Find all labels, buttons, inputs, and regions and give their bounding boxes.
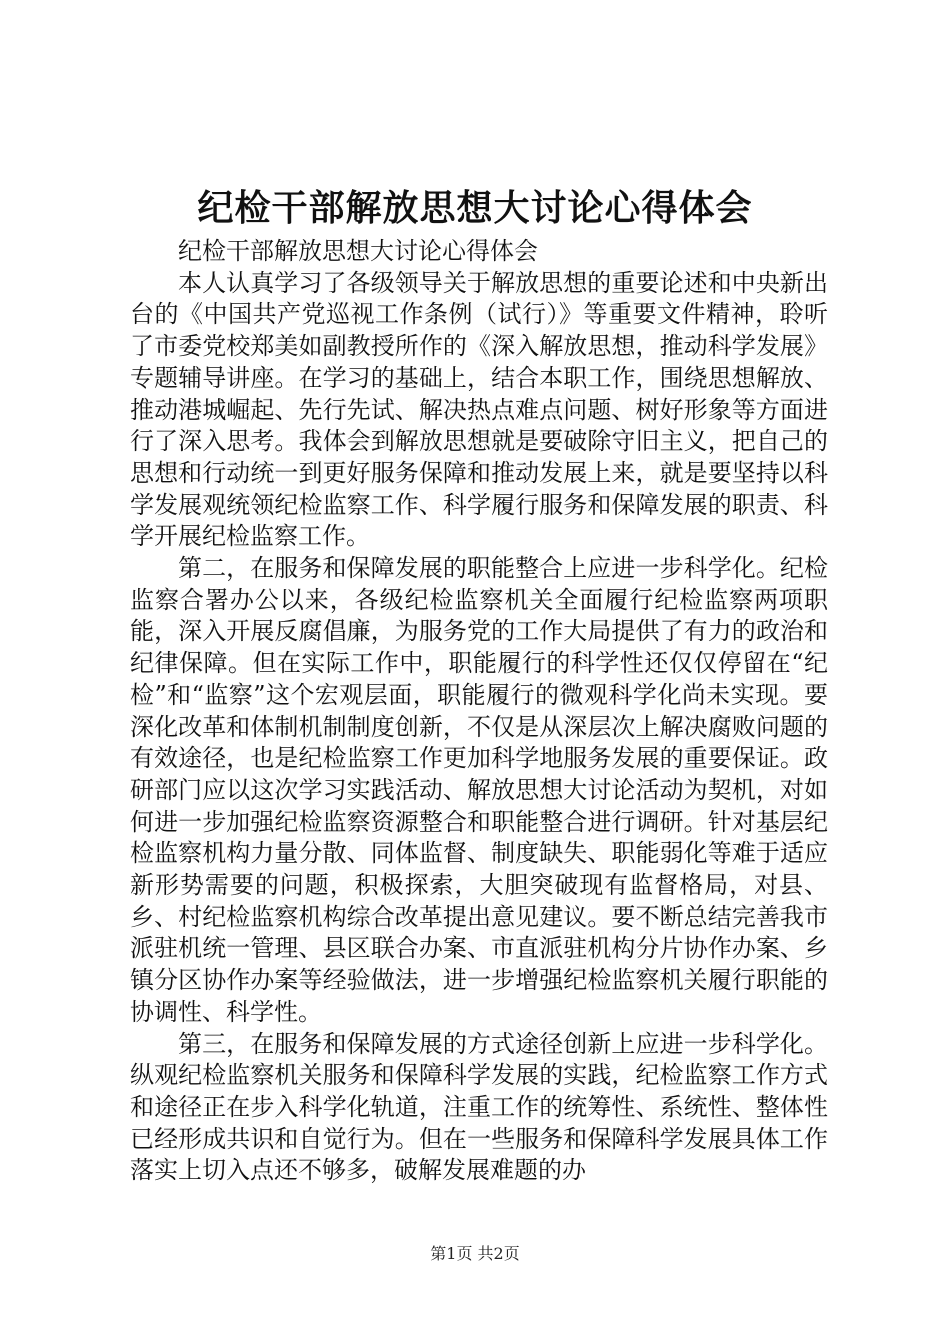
page-number-footer: 第1页 共2页 (430, 1244, 520, 1263)
document-title: 纪检干部解放思想大讨论心得体会 (197, 187, 753, 229)
body-paragraph: 第三，在服务和保障发展的方式途径创新上应进一步科学化。纵观纪检监察机关服务和保障科学发展的实践，纪检监察工作方式和途径正在步入科学化轨道，注重工作的统筹性、系统性、整体性已经形成共识和自觉行为。但在一些服务和保障科学发展具体工作落实上切入点还不够多，破解发展难题的办 (130, 1029, 828, 1185)
body-paragraph: 本人认真学习了各级领导关于解放思想的重要论述和中央新出台的《中国共产党巡视工作条例（试行）》等重要文件精神，聆听了市委党校郑美如副教授所作的《深入解放思想，推动科学发展》专题辅导讲座。在学习的基础上，结合本职工作，围绕思想解放、推动港城崛起、先行先试、解决热点难点问题、树好形象等方面进行了深入思考。我体会到解放思想就是要破除守旧主义，把自己的思想和行动统一到更好服务保障和推动发展上来，就是要坚持以科学发展观统领纪检监察工作、科学履行服务和保障发展的职责、科学开展纪检监察工作。 (130, 268, 828, 551)
document-body (130, 236, 828, 1187)
body-paragraph: 第二，在服务和保障发展的职能整合上应进一步科学化。纪检监察合署办公以来，各级纪检监察机关全面履行纪检监察两项职能，深入开展反腐倡廉，为服务党的工作大局提供了有力的政治和纪律保障。但在实际工作中，职能履行的科学性还仅仅停留在“纪检”和“监察”这个宏观层面，职能履行的微观科学化尚未实现。要深化改革和体制机制制度创新，不仅是从深层次上解决腐败问题的有效途径，也是纪检监察工作更加科学地服务发展的重要保证。政研部门应以这次学习实践活动、解放思想大讨论活动为契机，对如何进一步加强纪检监察资源整合和职能整合进行调研。针对基层纪检监察机构力量分散、同体监督、制度缺失、职能弱化等难于适应新形势需要的问题，积极探索，大胆突破现有监督格局，对县、乡、村纪检监察机构综合改革提出意见建议。要不断总结完善我市派驻机统一管理、县区联合办案、市直派驻机构分片协作办案、乡镇分区协作办案等经验做法，进一步增强纪检监察机关履行职能的协调性、科学性。 (130, 554, 828, 1026)
body-paragraph-subtitle: 纪检干部解放思想大讨论心得体会 (178, 237, 538, 265)
